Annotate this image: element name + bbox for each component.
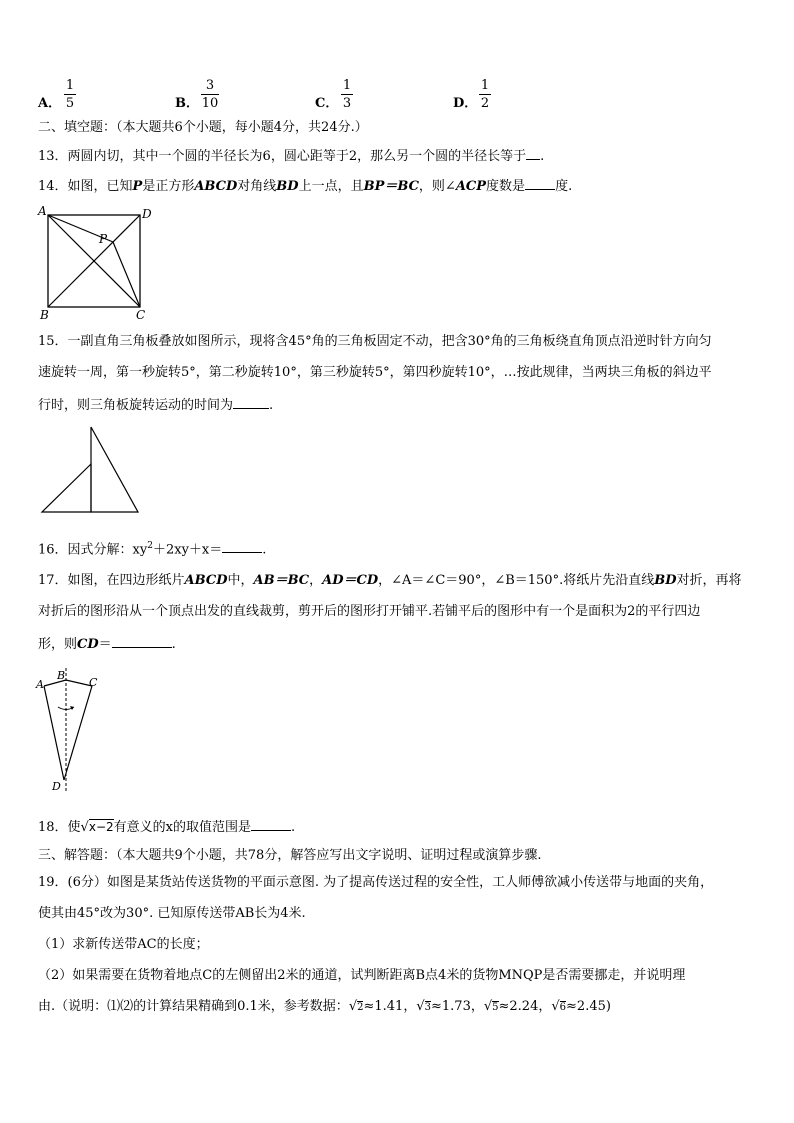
question-18: 18．使√x−2有意义的x的取值范围是 . <box>38 820 296 835</box>
question-14: 14．如图，已知P是正方形ABCD对角线BD上一点，且BP＝BC，则∠ACP度数是 度. <box>38 179 573 194</box>
choice-label: D． <box>453 96 478 111</box>
answer-blank <box>525 177 555 190</box>
choice-label: C． <box>315 96 339 111</box>
square-root-icon: √ <box>483 999 493 1014</box>
point-label-p: P <box>99 232 108 246</box>
figure-kite-abcd <box>34 666 114 794</box>
question-19-line-1: 19．(6分）如图是某货站传送货物的平面示意图. 为了提高传送过程的安全性，工人师傅欲减小传送带与地面的夹角， <box>38 875 714 890</box>
question-17-line-2: 对折后的图形沿从一个顶点出发的直线裁剪，剪开后的图形打开铺平.若铺平后的图形中有一个是面积为2的平行四边 <box>38 604 701 619</box>
answer-blank <box>222 540 262 553</box>
answer-blank <box>112 635 172 648</box>
question-13: 13．两圆内切，其中一个圆的半径长为6，圆心距等于2，那么另一个圆的半径长等于 . <box>38 149 545 164</box>
vertex-label-a: A <box>36 678 44 691</box>
question-16: 16．因式分解：$xy^2+2xy+x=$ . <box>38 541 267 558</box>
square-root-icon: √ <box>348 999 358 1014</box>
vertex-label-c: C <box>136 308 146 321</box>
square-root-icon: √ <box>80 820 89 835</box>
answer-blank <box>526 147 540 160</box>
figure-set-squares <box>38 424 148 516</box>
vertex-label-b: B <box>57 669 66 682</box>
choice-label: B． <box>175 96 199 111</box>
fraction: 3 10 <box>201 78 219 111</box>
figure-square-abcd <box>36 203 156 321</box>
choice-label: A． <box>38 96 62 111</box>
question-15-line-2: 速旋转一周，第一秒旋转5°，第二秒旋转10°，第三秒旋转5°，第四秒旋转10°，…按此规律，当两块三角板的斜边平 <box>38 365 712 380</box>
segment-pc <box>113 242 140 307</box>
square-root-icon: √ <box>416 999 425 1014</box>
fraction: 1 5 <box>65 78 75 111</box>
question-19-part-1: （1）求新传送带AC的长度； <box>38 937 209 952</box>
question-19-part-2: （2）如果需要在货物着地点C的左侧留出2米的通道，试判断距离B点4米的货物MNQP是否需要挪走，并说明理 <box>38 968 686 983</box>
question-17-line-3: 形，则CD＝ . <box>38 637 176 652</box>
edge-ad <box>44 686 64 780</box>
vertex-label-a: A <box>38 204 47 218</box>
square-root-icon: √ <box>551 999 560 1014</box>
radicand: x−2 <box>88 820 114 834</box>
answer-blank <box>233 396 269 409</box>
vertex-label-d: D <box>52 780 61 793</box>
question-19-note: 由.（说明：⑴⑵的计算结果精确到0.1米，参考数据：√2≈1.41，√3≈1.73，√5≈2.24，√6≈2.45) <box>38 999 611 1014</box>
fraction: 1 3 <box>342 78 352 111</box>
arrowhead-icon <box>70 706 74 710</box>
vertex-label-b: B <box>40 308 49 321</box>
question-15-line-1: 15．一副直角三角板叠放如图所示，现将含45°角的三角板固定不动，把含30°角的三角板绕直角顶点沿逆时针方向匀 <box>38 334 712 349</box>
section-heading: 二、填空题：（本大题共6个小题，每小题4分，共24分.） <box>38 120 368 135</box>
section-heading: 三、解答题：（本大题共9个小题，共78分，解答应写出文字说明、证明过程或演算步骤. <box>38 848 542 863</box>
edge-cd <box>64 686 92 780</box>
fraction: 1 2 <box>480 78 490 111</box>
vertex-label-c: C <box>89 676 98 689</box>
vertex-label-d: D <box>142 207 152 221</box>
answer-blank <box>251 818 291 831</box>
question-15-line-3: 行时，则三角板旋转运动的时间为 . <box>38 398 274 413</box>
question-19-line-2: 使其由45°改为30°. 已知原传送带AB长为4米. <box>38 906 306 921</box>
edge-abc <box>44 680 92 686</box>
triangle-45-degree <box>42 464 91 512</box>
triangle-30-degree <box>91 427 138 512</box>
question-17-line-1: 17．如图，在四边形纸片ABCD中，AB＝BC，AD＝CD，∠A＝∠C＝90°，∠B＝150°.将纸片先沿直线BD对折，再将 <box>38 573 742 588</box>
